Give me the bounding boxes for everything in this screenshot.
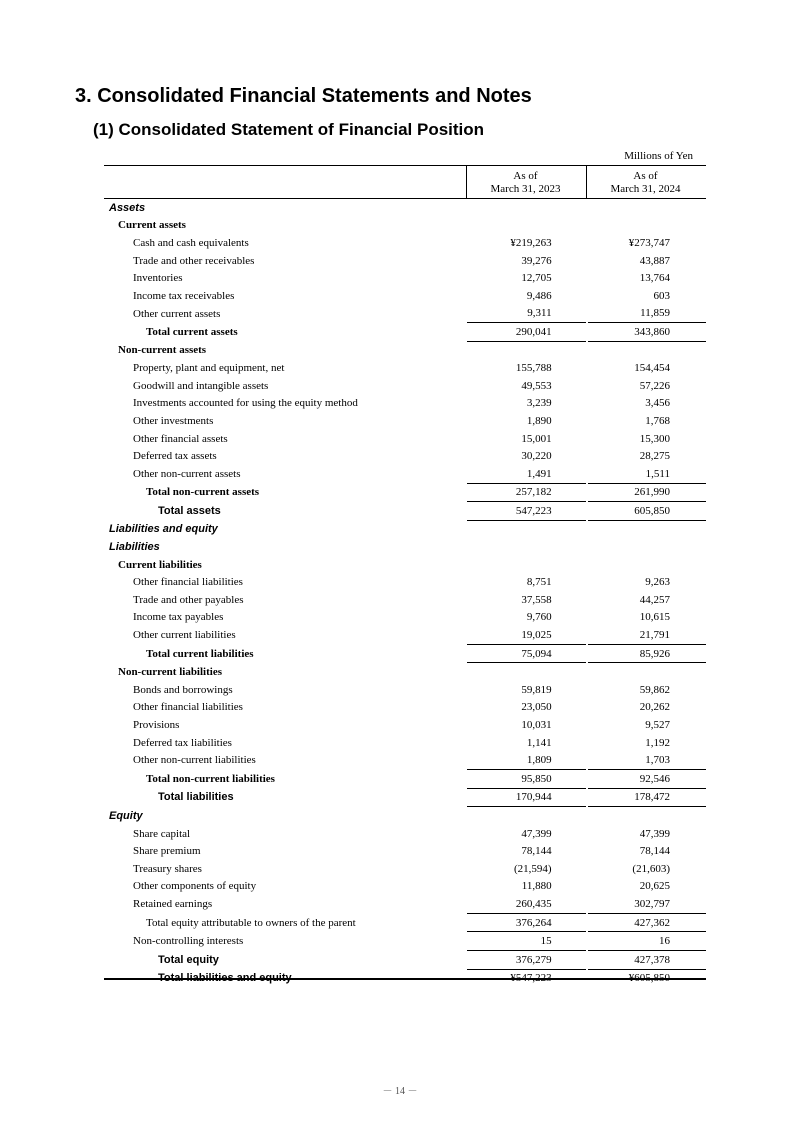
row-label: Income tax payables — [133, 611, 224, 624]
row-label: Total liabilities — [158, 791, 234, 804]
column-header-line1: As of — [513, 170, 538, 182]
value-2023: 1,491 — [526, 467, 552, 480]
table-row — [104, 305, 706, 323]
table-row — [104, 430, 706, 448]
value-2024: 1,768 — [645, 414, 670, 427]
table-row — [104, 734, 706, 752]
table-row — [104, 556, 706, 574]
value-2023: 49,553 — [521, 379, 552, 392]
value-2024: (21,603) — [632, 862, 670, 875]
value-2023: 155,788 — [515, 362, 552, 375]
row-label: Cash and cash equivalents — [133, 236, 249, 249]
row-label: Bonds and borrowings — [133, 683, 233, 696]
table-row — [104, 199, 706, 217]
value-2023: 290,041 — [467, 323, 585, 342]
row-label: Share capital — [133, 827, 191, 840]
value-2023 — [467, 538, 585, 556]
value-2024 — [588, 556, 706, 574]
table-row — [104, 932, 706, 951]
value-2024: 1,192 — [645, 736, 670, 749]
row-label: Total liabilities and equity — [158, 972, 292, 985]
table-row — [104, 950, 706, 969]
value-2023: 95,850 — [467, 770, 585, 789]
table-row — [104, 341, 706, 359]
value-2024: 13,764 — [639, 272, 670, 285]
value-2024: 85,926 — [588, 644, 706, 663]
value-2023: 8,751 — [526, 576, 552, 589]
table-top-rule — [104, 165, 706, 166]
row-label: Other current assets — [133, 307, 221, 320]
value-2024: 57,226 — [639, 379, 670, 392]
value-2023: 37,558 — [521, 593, 552, 606]
value-2024: 47,399 — [639, 827, 670, 840]
row-label: Trade and other receivables — [133, 254, 255, 267]
table-row — [104, 626, 706, 644]
row-label: Equity — [109, 809, 143, 822]
value-2024: 92,546 — [588, 770, 706, 789]
row-label: Other investments — [133, 414, 214, 427]
table-row — [104, 842, 706, 860]
value-2024: ¥605,850 — [588, 969, 706, 987]
row-label: Total non-current assets — [146, 486, 260, 499]
value-2023: 78,144 — [521, 845, 552, 858]
value-2024: 43,887 — [639, 254, 670, 267]
row-label: Total equity attributable to owners of the parent — [146, 916, 356, 929]
row-label: Share premium — [133, 845, 201, 858]
value-2023: 1,890 — [526, 414, 552, 427]
section-heading: 3. Consolidated Financial Statements and Notes — [75, 85, 532, 107]
value-2023 — [467, 217, 585, 235]
value-2023: 260,435 — [515, 897, 552, 910]
column-header-line2: March 31, 2024 — [610, 183, 681, 195]
value-2024: 9,263 — [645, 576, 670, 589]
value-2024: 427,378 — [588, 950, 706, 969]
table-row — [104, 825, 706, 843]
table-row — [104, 395, 706, 413]
value-2023: 9,486 — [526, 289, 552, 302]
value-2023: 19,025 — [521, 629, 552, 642]
value-2024: 20,625 — [639, 880, 670, 893]
value-2024: 261,990 — [588, 483, 706, 502]
row-label: Other financial liabilities — [133, 576, 243, 589]
row-label: Other non-current assets — [133, 467, 241, 480]
value-2024: 15,300 — [639, 432, 670, 445]
table-row — [104, 359, 706, 377]
row-label: Income tax receivables — [133, 289, 235, 302]
value-2024: 59,862 — [639, 683, 670, 696]
value-2023: ¥219,263 — [510, 236, 552, 249]
value-2023: 15 — [540, 935, 552, 948]
table-row — [104, 609, 706, 627]
value-2024: 1,703 — [645, 754, 670, 767]
row-label: Total current assets — [146, 325, 238, 338]
value-2023: 15,001 — [521, 432, 552, 445]
table-row — [104, 447, 706, 465]
row-label: Deferred tax assets — [133, 450, 217, 463]
value-2023: 39,276 — [521, 254, 552, 267]
value-2023: (21,594) — [514, 862, 552, 875]
table-row — [104, 483, 706, 502]
value-2023: 1,809 — [526, 754, 552, 767]
row-label: Current assets — [118, 219, 186, 232]
value-2024 — [588, 199, 706, 217]
value-2023: 30,220 — [521, 450, 552, 463]
table-row — [104, 287, 706, 305]
table-row — [104, 770, 706, 789]
value-2024: 11,859 — [640, 307, 670, 320]
row-label: Non-controlling interests — [133, 935, 244, 948]
table-row — [104, 502, 706, 521]
table-row — [104, 252, 706, 270]
value-2023 — [467, 663, 585, 681]
table-row — [104, 716, 706, 734]
value-2024 — [588, 217, 706, 235]
value-2024: 9,527 — [645, 719, 670, 732]
financial-position-table — [104, 199, 706, 987]
table-row — [104, 681, 706, 699]
value-2024 — [588, 520, 706, 538]
column-header-2024 — [587, 170, 704, 196]
value-2023: 257,182 — [467, 483, 585, 502]
value-2023: 12,705 — [521, 272, 552, 285]
value-2024: 427,362 — [588, 913, 706, 932]
row-label: Inventories — [133, 272, 183, 285]
value-2024: 28,275 — [639, 450, 670, 463]
value-2024: 21,791 — [639, 629, 670, 642]
value-2024 — [588, 807, 706, 825]
table-row — [104, 323, 706, 342]
row-label: Trade and other payables — [133, 593, 244, 606]
value-2023: 59,819 — [521, 683, 552, 696]
row-label: Liabilities and equity — [109, 523, 218, 536]
table-row — [104, 234, 706, 252]
table-row — [104, 269, 706, 287]
value-2024: 44,257 — [639, 593, 670, 606]
statement-title: (1) Consolidated Statement of Financial Position — [93, 120, 485, 139]
row-label: Total non-current liabilities — [146, 772, 275, 785]
row-label: Goodwill and intangible assets — [133, 379, 269, 392]
row-label: Non-current assets — [118, 344, 207, 357]
table-row — [104, 860, 706, 878]
table-body — [104, 199, 706, 987]
value-2023: 376,279 — [467, 950, 585, 969]
value-2023: 376,264 — [467, 913, 585, 932]
value-2024: 302,797 — [634, 897, 670, 910]
table-row — [104, 377, 706, 395]
value-2024: 178,472 — [588, 788, 706, 807]
table-row — [104, 573, 706, 591]
value-2024: 16 — [659, 935, 670, 948]
value-2023: 9,760 — [526, 611, 552, 624]
value-2023: 170,944 — [467, 788, 585, 807]
value-2023: 11,880 — [521, 880, 552, 893]
value-2023: 547,223 — [467, 502, 585, 521]
value-2023 — [467, 199, 585, 217]
row-label: Deferred tax liabilities — [133, 736, 232, 749]
table-row — [104, 878, 706, 896]
unit-label: Millions of Yen — [624, 150, 693, 162]
row-label: Other components of equity — [133, 880, 257, 893]
value-2023: 75,094 — [467, 644, 585, 663]
value-2024: 20,262 — [639, 701, 670, 714]
row-label: Other current liabilities — [133, 629, 236, 642]
row-label: Assets — [109, 201, 146, 214]
row-label: Investments accounted for using the equity method — [133, 397, 358, 410]
table-row — [104, 788, 706, 807]
value-2024 — [588, 538, 706, 556]
row-label: Total equity — [158, 953, 219, 966]
table-row — [104, 807, 706, 825]
table-row — [104, 644, 706, 663]
row-label: Non-current liabilities — [118, 665, 222, 678]
value-2024: 605,850 — [588, 502, 706, 521]
table-row — [104, 663, 706, 681]
table-row — [104, 591, 706, 609]
row-label: Other non-current liabilities — [133, 754, 256, 767]
page-number: － 14 － — [382, 1086, 418, 1097]
value-2023 — [467, 520, 585, 538]
value-2023: 10,031 — [521, 719, 552, 732]
value-2023 — [467, 807, 585, 825]
row-label: Treasury shares — [133, 862, 202, 875]
value-2024: 3,456 — [645, 397, 670, 410]
value-2024 — [588, 341, 706, 359]
row-label: Provisions — [133, 719, 180, 732]
row-label: Current liabilities — [118, 558, 202, 571]
value-2024: 78,144 — [639, 845, 670, 858]
column-header-line2: March 31, 2023 — [490, 183, 561, 195]
row-label: Property, plant and equipment, net — [133, 362, 285, 375]
value-2023: 47,399 — [521, 827, 552, 840]
row-label: Retained earnings — [133, 898, 213, 911]
table-bottom-rule — [104, 978, 706, 980]
value-2024: 154,454 — [634, 362, 670, 375]
table-row — [104, 913, 706, 932]
column-header-line1: As of — [633, 170, 658, 182]
row-label: Total assets — [158, 504, 221, 517]
value-2024 — [588, 663, 706, 681]
value-2024: ¥273,747 — [628, 236, 670, 249]
table-row — [104, 751, 706, 769]
value-2023 — [467, 341, 585, 359]
value-2023: ¥547,223 — [467, 969, 585, 987]
table-row — [104, 465, 706, 483]
row-label: Other financial liabilities — [133, 701, 243, 714]
value-2023: 9,311 — [527, 307, 552, 320]
table-row — [104, 412, 706, 430]
column-header-2023 — [467, 170, 584, 196]
value-2024: 1,511 — [645, 467, 670, 480]
table-row — [104, 699, 706, 717]
value-2024: 603 — [653, 289, 670, 302]
row-label: Total current liabilities — [146, 647, 254, 660]
table-row — [104, 520, 706, 538]
table-row — [104, 217, 706, 235]
value-2023: 23,050 — [521, 701, 552, 714]
value-2023: 3,239 — [526, 397, 552, 410]
value-2024: 343,860 — [588, 323, 706, 342]
value-2024: 10,615 — [639, 611, 670, 624]
row-label: Liabilities — [109, 541, 160, 554]
row-label: Other financial assets — [133, 432, 228, 445]
table-row — [104, 895, 706, 913]
value-2023: 1,141 — [526, 736, 552, 749]
table-row — [104, 538, 706, 556]
value-2023 — [467, 556, 585, 574]
